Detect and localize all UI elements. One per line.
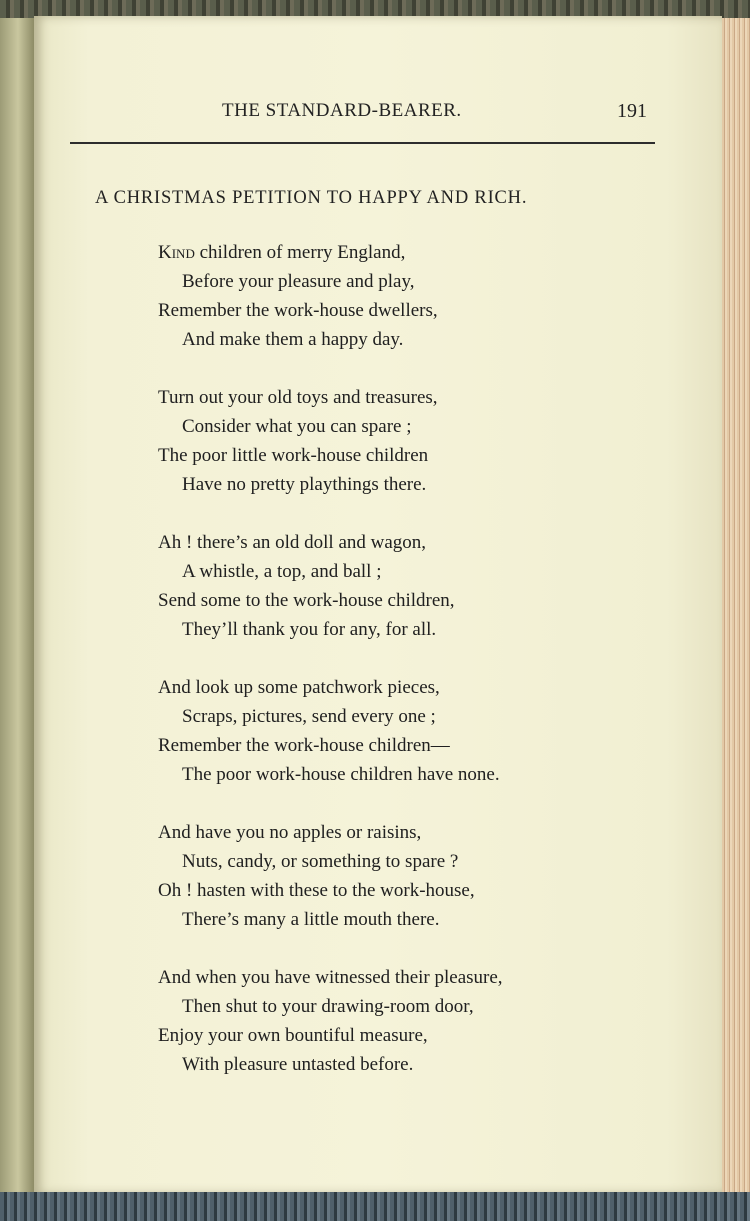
poem-title: A CHRISTMAS PETITION TO HAPPY AND RICH. [95,188,528,208]
poem-line: And look up some patchwork pieces, [158,677,440,698]
poem-line: With pleasure untasted before. [182,1054,414,1075]
stanza-6 [158,963,638,1079]
poem-line: Before your pleasure and play, [182,271,415,292]
poem-line: The poor work-house children have none. [182,764,500,785]
poem-line: The poor little work-house children [158,445,429,466]
stanza-5 [158,818,638,934]
poem-line: Then shut to your drawing-room door, [182,996,474,1017]
poem-body [158,238,638,1108]
binding-bottom-strip [0,1192,750,1221]
poem-line: And when you have witnessed their pleasure, [158,967,503,988]
poem-line: There’s many a little mouth there. [182,909,440,930]
poem-line: Have no pretty playthings there. [182,474,427,495]
header-rule [70,142,655,144]
poem-line: A whistle, a top, and ball ; [182,561,382,582]
stanza-2 [158,383,638,499]
stanza-4 [158,673,638,789]
poem-line: Send some to the work-house children, [158,590,455,611]
stanza-3 [158,528,638,644]
line-text: children of merry England, [199,242,406,263]
poem-line: Enjoy your own bountiful measure, [158,1025,428,1046]
poem-line: Oh ! hasten with these to the work-house, [158,880,475,901]
poem-line: And make them a happy day. [182,329,404,350]
drop-word: Kind [158,242,195,263]
poem-line: They’ll thank you for any, for all. [182,619,437,640]
poem-line: Ah ! there’s an old doll and wagon, [158,532,427,553]
poem-line: And have you no apples or raisins, [158,822,422,843]
poem-line: Remember the work-house children— [158,735,450,756]
poem-line: Remember the work-house dwellers, [158,300,438,321]
poem-line: Turn out your old toys and treasures, [158,387,438,408]
page-number: 191 [617,100,647,122]
stanza-1 [158,238,638,354]
poem-line: Scraps, pictures, send every one ; [182,706,436,727]
poem-line: Nuts, candy, or something to spare ? [182,851,459,872]
running-title: THE STANDARD-BEARER. [222,100,462,121]
poem-line: Consider what you can spare ; [182,416,412,437]
poem-line [158,238,638,267]
